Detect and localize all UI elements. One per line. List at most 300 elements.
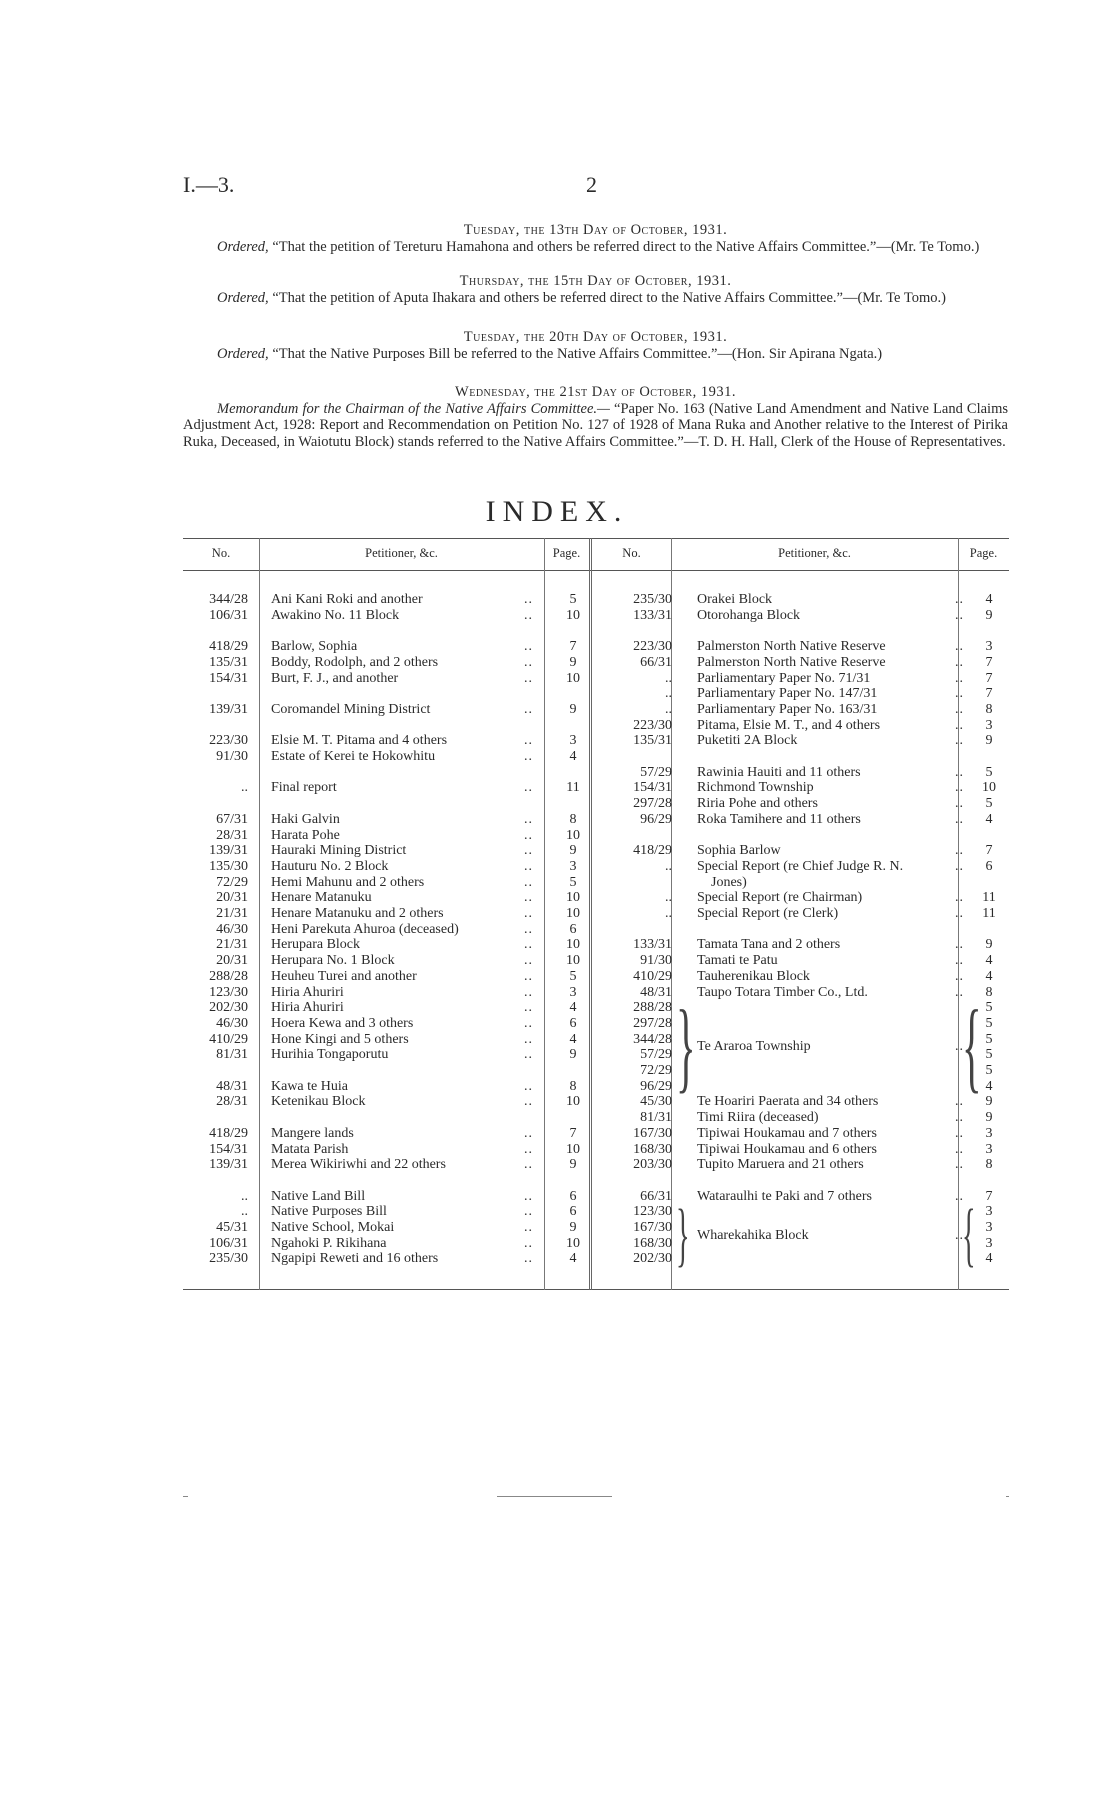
page-ref: 8 (569, 811, 577, 827)
petitioner-name: Kawa te Huia (271, 1078, 348, 1094)
table-row (183, 953, 593, 969)
col-header-no-right: No. (622, 546, 641, 560)
petitioner-name: Parliamentary Paper No. 163/31 (697, 701, 878, 717)
petitioner-name: Coromandel Mining District (271, 701, 431, 717)
page-ref: 5 (985, 1000, 993, 1016)
page-ref: 6 (569, 921, 577, 937)
page-ref: 7 (569, 1125, 577, 1141)
leader-dots: .. (524, 639, 533, 655)
page-ref: 6 (569, 1015, 577, 1031)
table-row (183, 1126, 593, 1142)
table-row (596, 1016, 1009, 1032)
petitioner-name: Parliamentary Paper No. 147/31 (697, 686, 878, 702)
table-row (596, 1126, 1009, 1142)
petition-number: 235/30 (209, 1251, 248, 1267)
leader-dots: .. (524, 827, 533, 843)
table-row (596, 639, 1009, 655)
petition-number: 81/31 (640, 1110, 672, 1126)
page-ref: 10 (566, 890, 580, 906)
petitioner-name: Riria Pohe and others (697, 796, 818, 812)
table-row (183, 937, 593, 953)
petitioner-name: Hiria Ahuriri (271, 984, 344, 1000)
petition-number: 135/30 (209, 858, 248, 874)
page-ref: 3 (985, 1235, 993, 1251)
leader-dots: .. (955, 686, 964, 702)
table-row (183, 828, 593, 844)
order-entry-1 (183, 222, 1008, 255)
petition-number: .. (241, 780, 248, 796)
leader-dots: .. (955, 796, 964, 812)
table-row (596, 765, 1009, 781)
table-row (596, 733, 1009, 749)
petitioner-name: Tamati te Patu (697, 953, 778, 969)
page-ref: 3 (985, 639, 993, 655)
table-row (183, 859, 593, 875)
leader-dots: .. (955, 764, 964, 780)
page-ref: 6 (569, 1188, 577, 1204)
page-ref: 5 (569, 592, 577, 607)
table-row (596, 985, 1009, 1001)
table-row (596, 686, 1009, 702)
petition-number: 20/31 (216, 953, 248, 969)
petitioner-name: Te Araroa Township (697, 1039, 811, 1055)
petitioner-name: Orakei Block (697, 592, 773, 607)
leader-dots: .. (524, 1094, 533, 1110)
petitioner-name: Merea Wikiriwhi and 22 others (271, 1157, 446, 1173)
leader-dots: .. (955, 592, 964, 607)
entry-date: Tuesday, the 13th Day of October, 1931. (463, 222, 728, 238)
petitioner-name: Ketenikau Block (271, 1094, 366, 1110)
page-ref: 3 (569, 984, 577, 1000)
petition-number: 344/28 (209, 592, 248, 607)
petition-number: 135/31 (209, 654, 248, 670)
leader-dots: .. (524, 1251, 533, 1267)
table-row (596, 592, 1009, 608)
page-ref: 5 (985, 1031, 993, 1047)
table-row (183, 733, 593, 749)
table-row (596, 953, 1009, 969)
leader-dots: .. (955, 1227, 964, 1243)
petitioner-name: Mangere lands (271, 1125, 354, 1141)
table-row (183, 749, 593, 765)
table-row (183, 780, 593, 796)
index-title: INDEX. (485, 495, 629, 528)
petition-number: 344/28 (633, 1031, 672, 1047)
leader-dots: .. (524, 984, 533, 1000)
page-ref: 5 (985, 796, 993, 812)
petition-number: 57/29 (640, 1047, 672, 1063)
page-ref: 9 (569, 1047, 577, 1063)
page-ref: 10 (566, 1141, 580, 1157)
petition-number: 410/29 (209, 1031, 248, 1047)
petitioner-name: Special Report (re Chairman) (697, 890, 863, 906)
petitioner-name: Hemi Mahunu and 2 others (271, 874, 425, 890)
col-header-no-left: No. (211, 546, 231, 560)
table-row (183, 985, 593, 1001)
petitioner-name: Native Purposes Bill (271, 1204, 387, 1220)
page-ref: 4 (569, 749, 577, 764)
table-row (596, 969, 1009, 985)
table-row (596, 702, 1009, 718)
col-header-page-right: Page. (969, 546, 998, 560)
petitioner-name: Hiria Ahuriri (271, 1000, 344, 1016)
wharekahika-group (596, 1228, 1009, 1244)
entry-date: Wednesday, the 21st Day of October, 1931. (455, 384, 736, 400)
petitioner-name: Palmerston North Native Reserve (697, 654, 886, 670)
table-top-rule (183, 538, 1009, 539)
page-ref: 7 (985, 686, 993, 702)
leader-dots: .. (524, 811, 533, 827)
page-ref: 10 (566, 607, 580, 623)
table-row (596, 796, 1009, 812)
grouping-brace: { (962, 990, 982, 1104)
leader-dots: .. (955, 607, 964, 623)
petition-number: 418/29 (633, 843, 672, 859)
table-row (183, 969, 593, 985)
grouping-brace: } (676, 1196, 690, 1275)
page-ref: 9 (985, 1110, 993, 1126)
page-ref: 9 (569, 843, 577, 859)
petition-number: 20/31 (216, 890, 248, 906)
petitioner-name: Awakino No. 11 Block (271, 607, 400, 623)
page-ref: 3 (569, 858, 577, 874)
page-ref: 9 (985, 733, 993, 749)
grouping-brace: { (962, 1196, 976, 1275)
page-ref: 11 (566, 780, 580, 796)
petition-number: 81/31 (216, 1047, 248, 1063)
leader-dots: .. (955, 1157, 964, 1173)
page-ref: 5 (985, 764, 993, 780)
leader-dots: .. (955, 1039, 964, 1055)
page-ref: 10 (566, 827, 580, 843)
leader-dots: .. (524, 906, 533, 921)
page-ref: 4 (985, 953, 993, 969)
petition-number: 21/31 (216, 906, 248, 921)
petition-number: 223/30 (633, 717, 672, 733)
leader-dots: .. (955, 1188, 964, 1204)
petition-number: .. (241, 1188, 248, 1204)
page-ref: 10 (566, 906, 580, 921)
leader-dots: .. (524, 1125, 533, 1141)
table-row (596, 1110, 1009, 1126)
petition-number: .. (665, 890, 672, 906)
petition-number: .. (665, 670, 672, 686)
petitioner-name: Elsie M. T. Pitama and 4 others (271, 733, 448, 749)
table-row (183, 922, 593, 938)
leader-dots: .. (955, 843, 964, 859)
leader-dots: .. (524, 1141, 533, 1157)
petition-number: 168/30 (633, 1141, 672, 1157)
petition-number: 123/30 (209, 984, 248, 1000)
page-ref: 7 (985, 654, 993, 670)
petitioner-name: Henare Matanuku (271, 890, 372, 906)
table-row (183, 702, 593, 718)
petitioner-name: Timi Riira (deceased) (697, 1110, 819, 1126)
petition-number: 133/31 (633, 937, 672, 953)
petitioner-name: Tipiwai Houkamau and 7 others (697, 1125, 877, 1141)
te-araroa-group (596, 1039, 1009, 1055)
page-ref: 10 (566, 1235, 580, 1251)
petitioner-name: Tipiwai Houkamau and 6 others (697, 1141, 877, 1157)
table-row (596, 655, 1009, 671)
page-ref: 4 (985, 811, 993, 827)
page-ref: 4 (985, 968, 993, 984)
page-ref: 7 (985, 670, 993, 686)
leader-dots: .. (524, 937, 533, 953)
petition-number: 139/31 (209, 701, 248, 717)
page-ref: 4 (569, 1251, 577, 1267)
leader-dots: .. (955, 984, 964, 1000)
petition-number: 48/31 (640, 984, 672, 1000)
leader-dots: .. (524, 1204, 533, 1220)
petition-number: .. (665, 701, 672, 717)
table-row (596, 671, 1009, 687)
petition-number: 46/30 (216, 1015, 248, 1031)
petitioner-name: Henare Matanuku and 2 others (271, 906, 444, 921)
page-ref: 10 (566, 670, 580, 686)
page-ref: 3 (985, 1141, 993, 1157)
leader-dots: .. (524, 858, 533, 874)
page-ref: 7 (985, 1188, 993, 1204)
page-ref: 5 (985, 1063, 993, 1078)
table-header-rule (183, 570, 1009, 571)
table-row (183, 1236, 593, 1252)
page-ref: 3 (985, 1125, 993, 1141)
page-ref: 10 (566, 953, 580, 969)
entry-date: Tuesday, the 20th Day of October, 1931. (463, 329, 728, 345)
petition-number: 46/30 (216, 921, 248, 937)
leader-dots: .. (955, 717, 964, 733)
leader-dots: .. (955, 953, 964, 969)
table-row (596, 1251, 1009, 1267)
page-ref: 8 (569, 1078, 577, 1094)
table-row (596, 1063, 1009, 1079)
petitioner-name: Roka Tamihere and 11 others (697, 811, 861, 827)
petitioner-name: Heuheu Turei and another (271, 968, 417, 984)
page-ref: 8 (985, 1157, 993, 1173)
page-ref: 11 (982, 906, 996, 921)
petition-number: 57/29 (640, 764, 672, 780)
petition-number: 48/31 (216, 1078, 248, 1094)
petition-number: 133/31 (633, 607, 672, 623)
table-row (183, 906, 593, 922)
page-ref: 6 (569, 1204, 577, 1220)
table-row (183, 1189, 593, 1205)
leader-dots: .. (955, 1141, 964, 1157)
petitioner-name: Ngahoki P. Rikihana (271, 1235, 387, 1251)
petition-number: 45/30 (640, 1094, 672, 1110)
leader-dots: .. (955, 1094, 964, 1110)
page-ref: 9 (569, 654, 577, 670)
petition-number: 91/30 (640, 953, 672, 969)
entry-text: Ordered, “That the petition of Tereturu Hamahona and others be referred direct to the Native Affairs Committee.”—(Mr. Te Tomo.) (217, 238, 980, 255)
table-row (596, 1157, 1009, 1173)
order-entry-4 (183, 384, 1008, 450)
petitioner-name: Wataraulhi te Paki and 7 others (697, 1188, 872, 1204)
entry-text: Ordered, “That the Native Purposes Bill be referred to the Native Affairs Committee.”—(Hon. Sir Apirana Ngata.) (217, 345, 883, 362)
petitioner-name: Taupo Totara Timber Co., Ltd. (697, 984, 868, 1000)
table-row (596, 937, 1009, 953)
page-ref: 9 (985, 607, 993, 623)
table-row (596, 906, 1009, 922)
leader-dots: .. (524, 733, 533, 749)
petitioner-name: Ani Kani Roki and another (271, 592, 423, 607)
page-ref: 4 (985, 1078, 993, 1094)
entry-text: Memorandum for the Chairman of the Native Affairs Committee.— “Paper No. 163 (Native Land Amendment and Native Land Claims Adjustment Act, 1928: Report and Recommendation on Petition No. 127 of 1928 of Mana Ruka and Another relative to the Interest of Pirika Ruka, Deceased, in Waiotutu Block) stands referred to the Native Affairs Committee.”—T. D. H. Hall, Clerk of the House of Representatives. (183, 400, 1008, 450)
order-entry-3 (183, 329, 1008, 362)
table-row (596, 608, 1009, 624)
petitioner-name: Final report (271, 780, 337, 796)
table-row (183, 1157, 593, 1173)
leader-dots: .. (955, 937, 964, 953)
leader-dots: .. (524, 874, 533, 890)
leader-dots: .. (524, 1015, 533, 1031)
table-row (183, 655, 593, 671)
table-row (596, 812, 1009, 828)
petition-number: 168/30 (633, 1235, 672, 1251)
table-bottom-rule (183, 1289, 1009, 1290)
leader-dots: .. (524, 654, 533, 670)
page-ref: 7 (569, 639, 577, 655)
petitioner-name: Harata Pohe (271, 827, 340, 843)
petition-number: 410/29 (633, 968, 672, 984)
leader-dots: .. (955, 654, 964, 670)
table-row (596, 718, 1009, 734)
page-ref: 7 (985, 843, 993, 859)
table-row (183, 1032, 593, 1048)
petition-number: 66/31 (640, 654, 672, 670)
petitioner-name: Burt, F. J., and another (271, 670, 399, 686)
page-ref: 10 (982, 780, 996, 796)
petitioner-name: Special Report (re Clerk) (697, 906, 839, 921)
table-row (596, 1142, 1009, 1158)
petitioner-name: Hoera Kewa and 3 others (271, 1015, 414, 1031)
table-row (596, 1189, 1009, 1205)
table-row (183, 1000, 593, 1016)
petitioner-name: Hurihia Tongaporutu (271, 1047, 389, 1063)
page-ref: 3 (985, 717, 993, 733)
petition-number: 96/29 (640, 1078, 672, 1094)
page-ref: 4 (569, 1000, 577, 1016)
table-row (183, 1251, 593, 1267)
leader-dots: .. (524, 1157, 533, 1173)
entry-date: Thursday, the 15th Day of October, 1931. (459, 273, 732, 289)
petitioner-name: Otorohanga Block (697, 607, 801, 623)
petitioner-name: Wharekahika Block (697, 1227, 809, 1243)
petitioner-name: Boddy, Rodolph, and 2 others (271, 654, 439, 670)
petition-number: 123/30 (633, 1204, 672, 1220)
petition-number: 288/28 (209, 968, 248, 984)
leader-dots: .. (524, 1078, 533, 1094)
petitioner-name: Estate of Kerei te Hokowhitu (271, 749, 436, 764)
petitioner-name: Palmerston North Native Reserve (697, 639, 886, 655)
table-row (183, 1016, 593, 1032)
page-ref: 10 (566, 937, 580, 953)
leader-dots: .. (524, 607, 533, 623)
petition-number: 135/31 (633, 733, 672, 749)
petitioner-name: Tamata Tana and 2 others (697, 937, 841, 953)
leader-dots: .. (955, 906, 964, 921)
page-ref: 4 (985, 1251, 993, 1267)
col-header-petitioner-right: Petitioner, &c. (778, 546, 851, 560)
petitioner-name: Te Hoariri Paerata and 34 others (697, 1094, 879, 1110)
leader-dots: .. (955, 1125, 964, 1141)
page-ref: 9 (985, 1094, 993, 1110)
petition-number: 139/31 (209, 843, 248, 859)
leader-dots: .. (524, 953, 533, 969)
table-row (183, 875, 593, 891)
table-row (183, 1220, 593, 1236)
petition-number: 72/29 (216, 874, 248, 890)
petition-number: 67/31 (216, 811, 248, 827)
petitioner-name: Heni Parekuta Ahuroa (deceased) (271, 921, 459, 937)
table-row (183, 812, 593, 828)
page-ref: 9 (569, 1220, 577, 1235)
page-ref: 8 (985, 701, 993, 717)
table-row (596, 890, 1009, 906)
petitioner-name: Rawinia Hauiti and 11 others (697, 764, 861, 780)
petition-number: 297/28 (633, 1015, 672, 1031)
page-ref: 9 (569, 1157, 577, 1173)
petition-number: 202/30 (633, 1251, 672, 1267)
petitioner-name: Hone Kingi and 5 others (271, 1031, 409, 1047)
petitioner-name: Hauraki Mining District (271, 843, 407, 859)
petition-number: 28/31 (216, 827, 248, 843)
leader-dots: .. (524, 670, 533, 686)
petition-number: .. (665, 858, 672, 874)
leader-dots: .. (955, 733, 964, 749)
page-ref: 5 (985, 1015, 993, 1031)
petition-number: 106/31 (209, 1235, 248, 1251)
petitioner-name: Sophia Barlow (697, 843, 781, 859)
leader-dots: .. (524, 1188, 533, 1204)
petitioner-name: Hauturu No. 2 Block (271, 858, 389, 874)
petition-number: 418/29 (209, 1125, 248, 1141)
leader-dots: .. (524, 749, 533, 764)
table-row (596, 780, 1009, 796)
petition-number: 235/30 (633, 592, 672, 607)
petition-number: 66/31 (640, 1188, 672, 1204)
page-ref: 9 (985, 937, 993, 953)
petitioner-name: Parliamentary Paper No. 71/31 (697, 670, 871, 686)
petitioner-name: Richmond Township (697, 780, 814, 796)
petitioner-name: Puketiti 2A Block (697, 733, 798, 749)
petitioner-name: Ngapipi Reweti and 16 others (271, 1251, 439, 1267)
petitioner-name: Herupara No. 1 Block (271, 953, 395, 969)
col-header-page-left: Page. (552, 546, 581, 560)
petition-number: 223/30 (209, 733, 248, 749)
petition-number: 202/30 (209, 1000, 248, 1016)
page-ref: 11 (982, 890, 996, 906)
page-ref: 9 (569, 701, 577, 717)
petition-number: .. (665, 686, 672, 702)
petitioner-name: Tupito Maruera and 21 others (697, 1157, 864, 1173)
leader-dots: .. (524, 890, 533, 906)
page-ref: 6 (985, 858, 993, 874)
petitioner-name-continued: Jones) (711, 874, 747, 890)
petitioner-name: Herupara Block (271, 937, 361, 953)
leader-dots: .. (524, 968, 533, 984)
page-ref: 4 (985, 592, 993, 607)
page-ref: 10 (566, 1094, 580, 1110)
petitioner-name: Pitama, Elsie M. T., and 4 others (697, 717, 881, 733)
petitioner-name: Tauherenikau Block (697, 968, 810, 984)
leader-dots: .. (955, 670, 964, 686)
leader-dots: .. (524, 1047, 533, 1063)
page-ref: 8 (985, 984, 993, 1000)
table-row (183, 1094, 593, 1110)
leader-dots: .. (524, 921, 533, 937)
